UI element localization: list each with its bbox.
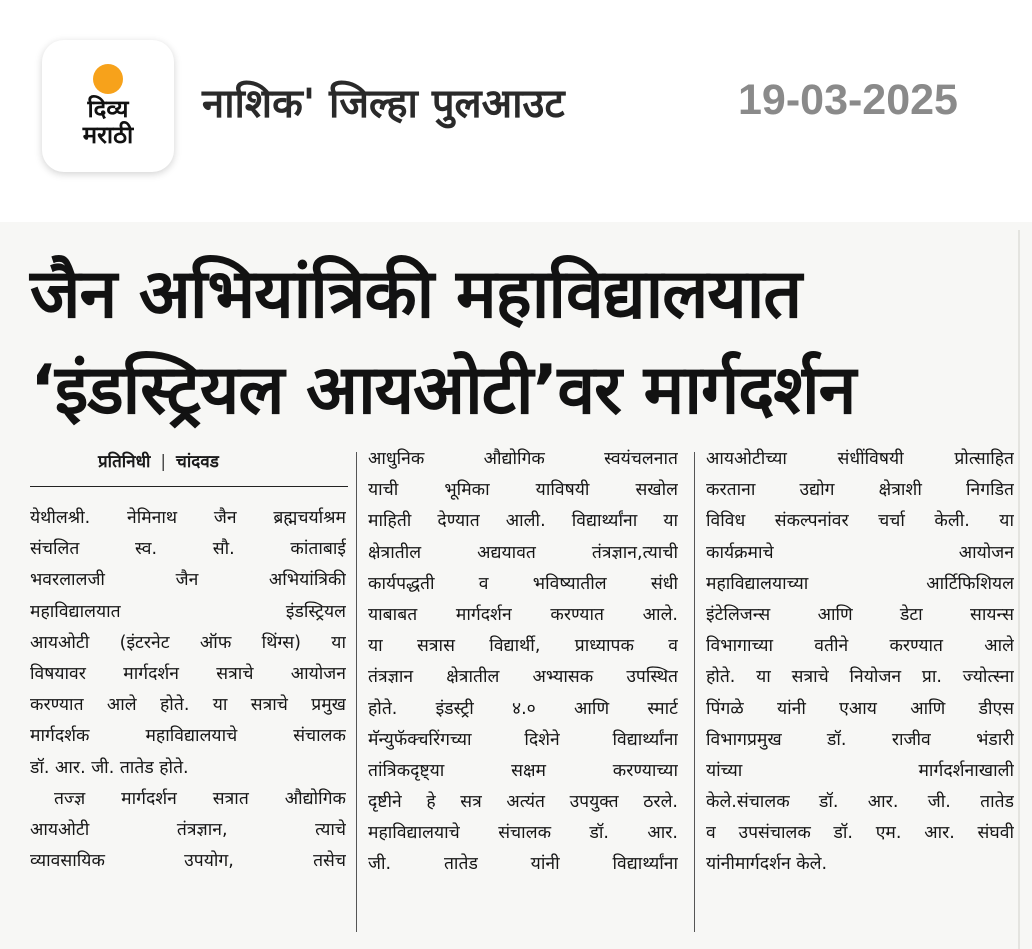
body-line: विभागप्रमुख डॉ. राजीव भंडारी	[706, 729, 1014, 750]
body-line: संचलित स्व. सौ. कांताबाई	[30, 539, 346, 560]
body-line: जी. तातेड यांनी विद्यार्थ्यांना	[368, 854, 678, 875]
column-divider-2	[694, 452, 695, 932]
body-line: महाविद्यालयाच्या आर्टिफिशियल	[706, 573, 1014, 594]
headline-line-2: ‘इंडस्ट्रियल आयओटी’वर मार्गदर्शन	[30, 351, 856, 430]
body-line: विभागाच्या वतीने करण्यात आले	[706, 636, 1014, 657]
body-line: या सत्रास विद्यार्थी, प्राध्यापक व	[368, 636, 678, 657]
body-line: आधुनिक औद्योगिक स्वयंचलनात	[368, 449, 678, 469]
body-line: दृष्टीने हे सत्र अत्यंत उपयुक्त ठरले.	[368, 792, 678, 813]
body-line: मॅन्युफॅक्चरिंगच्या दिशेने विद्यार्थ्यांना	[368, 729, 678, 750]
article-column-1	[30, 503, 346, 877]
body-line: भवरलालजी जैन अभियांत्रिकी	[30, 570, 346, 591]
body-line: व उपसंचालक डॉ. एम. आर. संघवी	[706, 823, 1014, 844]
body-line: यांनीमार्गदर्शन केले.	[706, 854, 828, 875]
body-line: क्षेत्रातील अद्ययावत तंत्रज्ञान,त्याची	[368, 542, 678, 563]
body-line: कार्यपद्धती व भविष्यातील संधी	[368, 573, 678, 594]
body-line: करताना उद्योग क्षेत्राशी निगडित	[706, 480, 1014, 501]
article-column-2	[368, 444, 678, 881]
body-line: तज्ज्ञ मार्गदर्शन सत्रात औद्योगिक	[54, 788, 346, 809]
body-line: विविध संकल्पनांवर चर्चा केली. या	[706, 511, 1014, 532]
body-line: होते. इंडस्ट्री ४.० आणि स्मार्ट	[368, 698, 678, 719]
byline-separator: |	[160, 452, 167, 472]
body-line: महाविद्यालयाचे संचालक डॉ. आर.	[368, 823, 678, 844]
body-line: केले.संचालक डॉ. आर. जी. तातेड	[706, 792, 1014, 813]
body-line: करण्यात आले होते. या सत्राचे प्रमुख	[30, 695, 346, 716]
body-line: मार्गदर्शक महाविद्यालयाचे संचालक	[30, 726, 346, 747]
body-line: महाविद्यालयात इंडस्ट्रियल	[30, 601, 346, 622]
logo-text-line2: मराठी	[82, 121, 134, 149]
body-line: आयओटी (इंटरनेट ऑफ थिंग्स) या	[30, 632, 346, 653]
body-line: याची भूमिका याविषयी सखोल	[368, 480, 678, 501]
byline-place: चांदवड	[176, 452, 219, 472]
logo-sun-icon	[93, 64, 123, 94]
body-line: याबाबत मार्गदर्शन करण्यात आले.	[368, 604, 678, 625]
body-line: माहिती देण्यात आली. विद्यार्थ्यांना या	[368, 511, 678, 532]
article-column-3	[706, 444, 1014, 881]
edition-date: 19-03-2025	[738, 76, 958, 124]
body-line: कार्यक्रमाचे आयोजन	[706, 542, 1014, 563]
body-line: होते. या सत्राचे नियोजन प्रा. ज्योत्स्ना	[706, 667, 1014, 688]
body-line: व्यावसायिक उपयोग, तसेच	[30, 851, 346, 872]
body-line: आयओटी तंत्रज्ञान, त्याचे	[30, 819, 346, 840]
byline-author: प्रतिनिधी	[98, 452, 151, 472]
byline	[98, 449, 219, 472]
body-line: यांच्या मार्गदर्शनाखाली	[706, 760, 1014, 781]
body-line: तंत्रज्ञान क्षेत्रातील अभ्यासक उपस्थित	[368, 667, 678, 688]
body-line: विषयावर मार्गदर्शन सत्राचे आयोजन	[30, 663, 346, 684]
body-line: येथीलश्री. नेमिनाथ जैन ब्रह्मचर्याश्रम	[30, 508, 346, 528]
body-line: इंटेलिजन्स आणि डेटा सायन्स	[706, 604, 1014, 625]
byline-rule	[30, 486, 348, 487]
body-line: आयओटीच्या संधींविषयी प्रोत्साहित	[706, 449, 1014, 469]
divya-marathi-logo	[42, 40, 174, 172]
column-divider-1	[356, 452, 357, 932]
body-line: पिंगळे यांनी एआय आणि डीएस	[706, 698, 1014, 719]
edition-title: नाशिक' जिल्हा पुलआउट	[202, 81, 565, 127]
body-line: डॉ. आर. जी. तातेड होते.	[30, 757, 189, 778]
body-line: तांत्रिकदृष्ट्या सक्षम करण्याच्या	[368, 760, 678, 781]
logo-text-line1: दिव्य	[87, 95, 129, 123]
clipping-edge	[1018, 230, 1020, 949]
headline-line-1: जैन अभियांत्रिकी महाविद्यालयात	[30, 255, 802, 334]
